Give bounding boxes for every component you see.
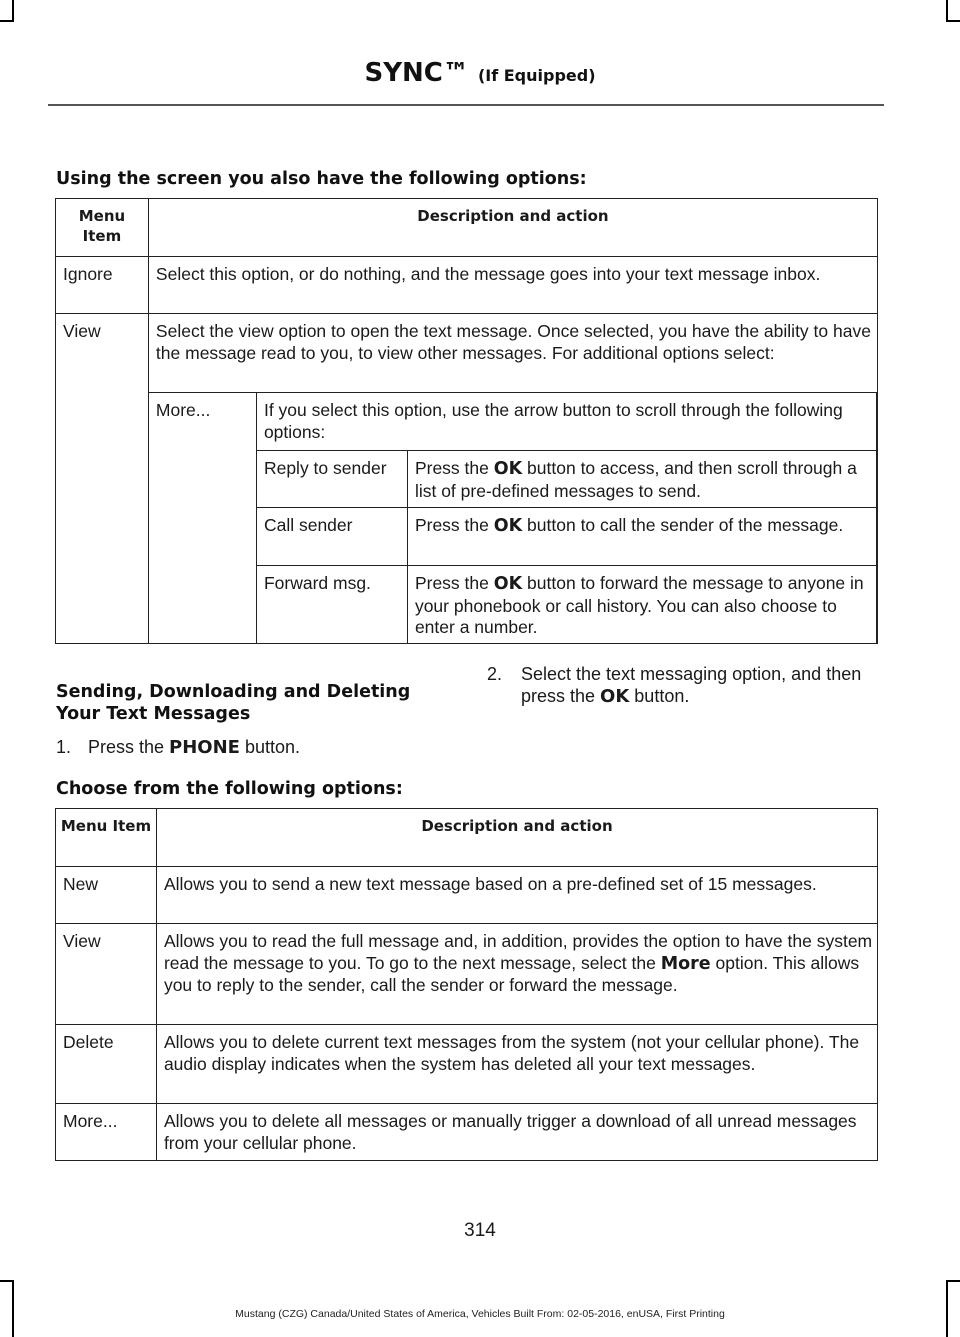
table2-item-new: New [56, 867, 157, 924]
page-header-title [0, 58, 960, 88]
crop-mark-top-right-h [946, 20, 960, 22]
table1-item-view: View [56, 314, 149, 644]
table1-desc-view: Select the view option to open the text message. Once selected, you have the ability to have the message read to you, to view other messages. For additional options select: [155, 321, 871, 363]
header-divider [48, 104, 884, 106]
table1-view-cell [148, 314, 877, 644]
sub-item-call-sender: Call sender [256, 508, 407, 566]
sub-desc-call-sender: Press the OK button to call the sender of the message. [407, 508, 876, 566]
crop-mark-top-right-v [946, 0, 948, 20]
table2-header-description: Description and action [156, 809, 877, 867]
crop-mark-top-left-v [12, 0, 14, 20]
section-sending-heading: Sending, Downloading and Deleting Your Text Messages [56, 682, 411, 724]
header-subtitle: (If Equipped) [477, 66, 596, 85]
table2-desc-view: Allows you to read the full message and, in addition, provides the option to have the system read the message to you. To go to the next message, select the More option. This allows you to reply to the sender, call the sender or forward the message. [156, 924, 877, 1025]
table1-header-description: Description and action [148, 199, 877, 257]
table1-item-ignore: Ignore [56, 257, 149, 314]
step-2: 2. Select the text messaging option, and then press the OK button. [487, 664, 862, 707]
sub-desc-forward-msg: Press the OK button to forward the message to anyone in your phonebook or call history. You can also choose to enter a number. [407, 566, 876, 643]
page-number: 314 [464, 1220, 496, 1241]
crop-mark-bottom-left-h [0, 1280, 14, 1282]
more-options-subtable [149, 392, 877, 643]
table2-item-delete: Delete [56, 1025, 157, 1104]
table1-item-more: More... [149, 393, 257, 643]
table2-desc-delete: Allows you to delete current text messages from the system (not your cellular phone). The audio display indicates when the system has deleted all your text messages. [156, 1025, 877, 1104]
table2-desc-new: Allows you to send a new text message based on a pre-defined set of 15 messages. [156, 867, 877, 924]
screen-options-table [55, 198, 878, 644]
step-2-number: 2. [487, 664, 503, 684]
table2-item-more: More... [56, 1104, 157, 1161]
choose-options-heading: Choose from the following options: [56, 779, 403, 799]
text-message-options-table [55, 808, 878, 1161]
crop-mark-bottom-right-h [946, 1280, 960, 1282]
step-1: 1. Press the PHONE button. [56, 737, 301, 758]
table1-desc-more: If you select this option, use the arrow button to scroll through the following options: [256, 393, 876, 451]
table2-header-menu-item: Menu Item [56, 809, 157, 867]
table2-desc-more: Allows you to delete all messages or manually trigger a download of all unread messages from your cellular phone. [156, 1104, 877, 1161]
step-1-number: 1. [56, 737, 72, 757]
header-title: SYNC™ [364, 58, 469, 88]
sub-item-forward-msg: Forward msg. [256, 566, 407, 643]
section-intro-heading: Using the screen you also have the following options: [56, 169, 587, 189]
page-footer: Mustang (CZG) Canada/United States of America, Vehicles Built From: 02-05-2016, enUSA, First Printing [235, 1308, 725, 1320]
sub-item-reply-to-sender: Reply to sender [256, 451, 407, 508]
table1-desc-ignore: Select this option, or do nothing, and the message goes into your text message inbox. [148, 257, 877, 314]
crop-mark-top-left-h [0, 20, 14, 22]
table1-header-menu-item: Menu Item [56, 199, 149, 257]
table2-item-view: View [56, 924, 157, 1025]
sub-desc-reply-to-sender: Press the OK button to access, and then scroll through a list of pre-defined messages to send. [407, 451, 876, 508]
